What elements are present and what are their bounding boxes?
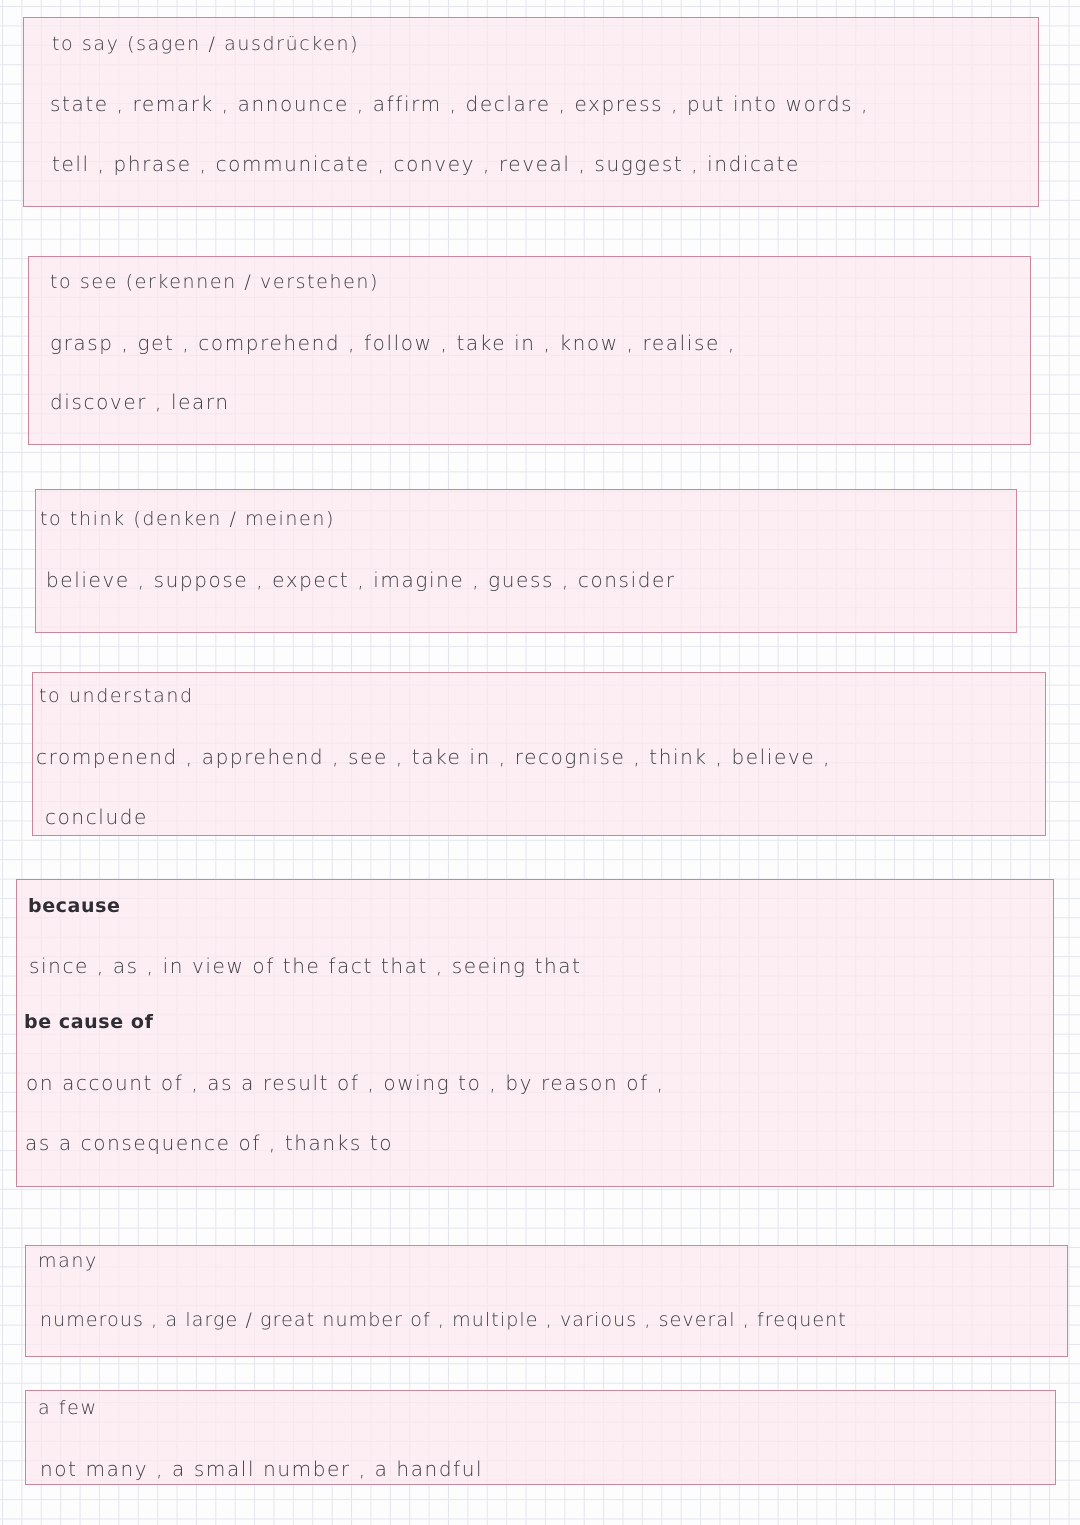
card-line: as a consequence of , thanks to bbox=[25, 1131, 394, 1155]
card-line: discover , learn bbox=[50, 390, 230, 414]
card-line: tell , phrase , communicate , convey , reveal , suggest , indicate bbox=[52, 152, 800, 176]
card-line: not many , a small number , a handful bbox=[40, 1457, 484, 1481]
card-heading-because: because bbox=[28, 895, 121, 917]
card-heading-to-understand: to understand bbox=[39, 685, 194, 707]
card-subheading-because-of: be cause of bbox=[24, 1011, 154, 1033]
card-heading-to-see: to see (erkennen / verstehen) bbox=[50, 271, 380, 293]
card-heading-a-few: a few bbox=[38, 1397, 98, 1419]
card-heading-to-say: to say (sagen / ausdrücken) bbox=[52, 33, 360, 55]
card-heading-many: many bbox=[38, 1250, 98, 1272]
card-line: on account of , as a result of , owing to , by reason of , bbox=[26, 1071, 665, 1095]
card-line: believe , suppose , expect , imagine , guess , consider bbox=[46, 568, 676, 592]
card-many bbox=[25, 1245, 1068, 1357]
card-line: conclude bbox=[45, 805, 148, 829]
card-heading-to-think: to think (denken / meinen) bbox=[40, 508, 335, 530]
card-line: state , remark , announce , affirm , declare , express , put into words , bbox=[50, 92, 870, 116]
card-line: numerous , a large / great number of , multiple , various , several , frequent bbox=[40, 1309, 847, 1331]
card-line: grasp , get , comprehend , follow , take in , know , realise , bbox=[50, 331, 736, 355]
card-line: crompenend , apprehend , see , take in , recognise , think , believe , bbox=[36, 745, 832, 769]
card-line: since , as , in view of the fact that , seeing that bbox=[29, 954, 582, 978]
